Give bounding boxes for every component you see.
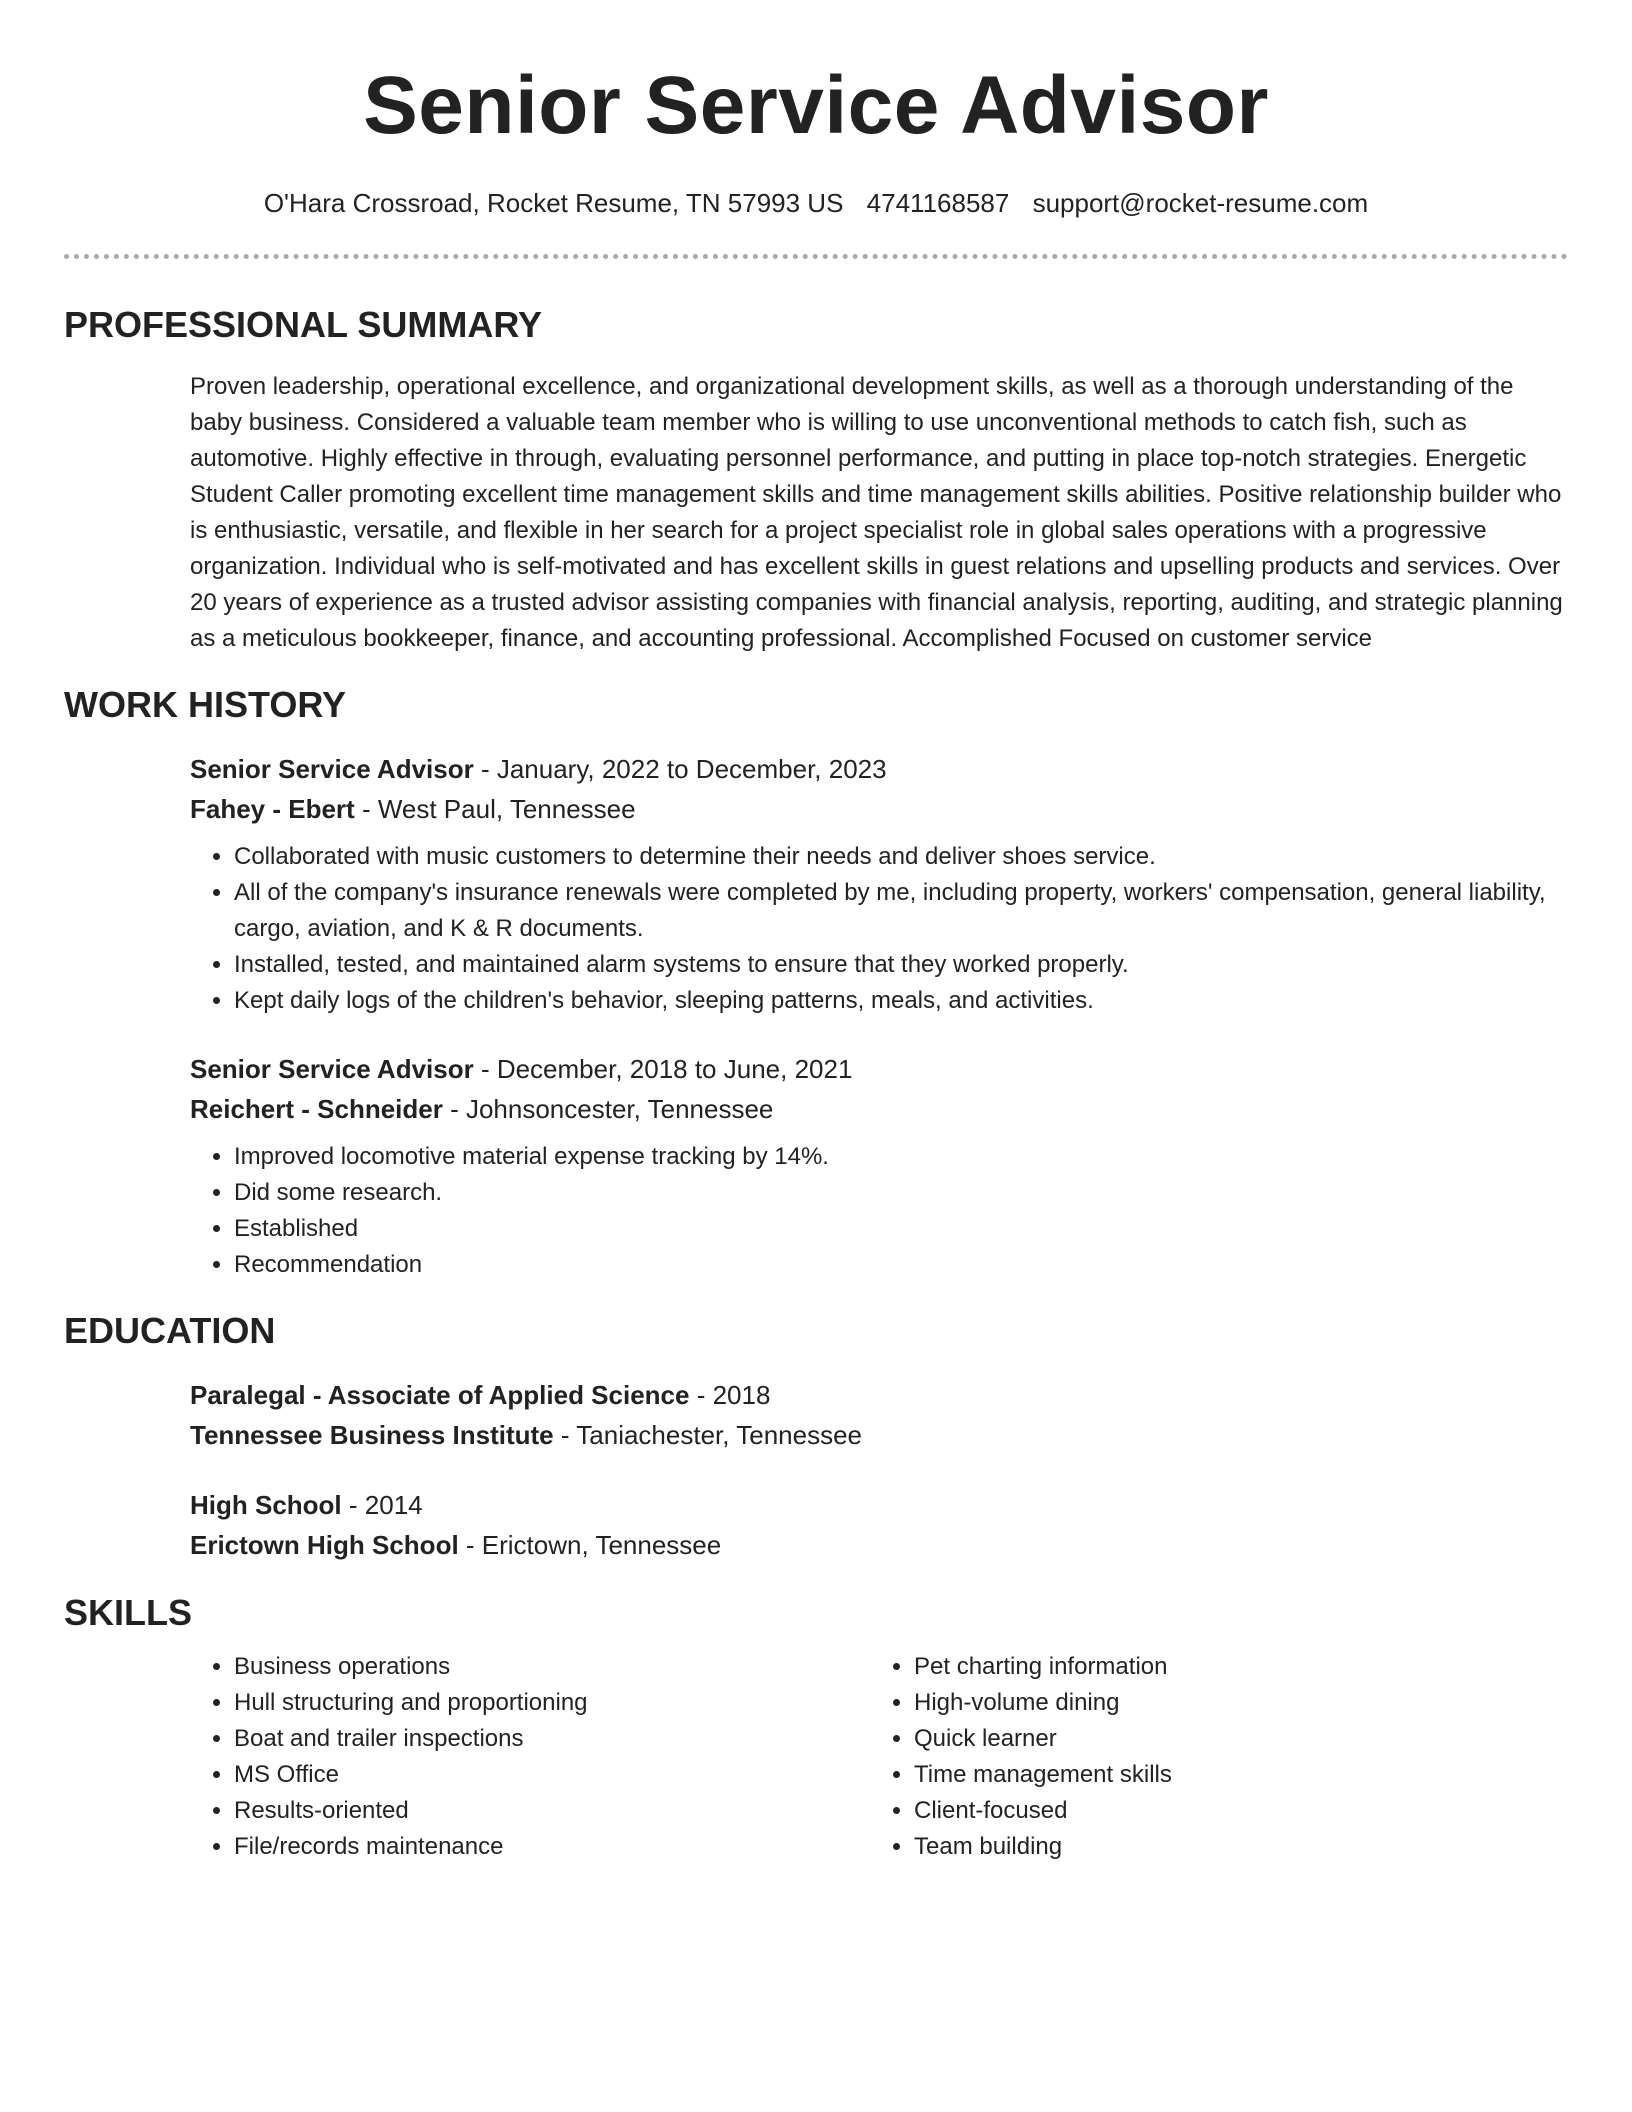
education-year: - 2018 <box>689 1380 771 1410</box>
skill-item: • Boat and trailer inspections <box>234 1721 870 1757</box>
skill-item: • High-volume dining <box>914 1685 1550 1721</box>
education-degree: High School <box>190 1490 342 1520</box>
education-section <box>64 1309 1568 1565</box>
job-company: Reichert - Schneider <box>190 1094 443 1124</box>
job-dates: - January, 2022 to December, 2023 <box>473 754 887 784</box>
job-company: Fahey - Ebert <box>190 794 355 824</box>
list-item: • Kept daily logs of the children's behavior, sleeping patterns, meals, and activities. <box>234 983 1568 1019</box>
education-degree: Paralegal - Associate of Applied Science <box>190 1380 690 1410</box>
skill-item: • Hull structuring and proportioning <box>234 1685 870 1721</box>
summary-section <box>64 303 1568 657</box>
education-location: - Erictown, Tennessee <box>458 1530 722 1560</box>
list-item: • All of the company's insurance renewals were completed by me, including property, workers' compensation, general liability, cargo, aviation, and K & R documents. <box>234 875 1568 947</box>
header-divider <box>64 254 1568 259</box>
education-school-line <box>190 1415 1568 1455</box>
list-item: • Collaborated with music customers to determine their needs and deliver shoes service. <box>234 839 1568 875</box>
list-item: • Improved locomotive material expense tracking by 14%. <box>234 1139 1568 1175</box>
skills-list-left <box>190 1649 870 1865</box>
job-entry <box>190 749 1568 1019</box>
skill-item: • Results-oriented <box>234 1793 870 1829</box>
summary-text: Proven leadership, operational excellence, and organizational development skills, as well as a thorough understanding of the baby business. Considered a valuable team member who is willing to use unconventional methods to catch fish, such as automotive. Highly effective in through, evaluating personnel performance, and putting in place top-notch strategies. Energetic Student Caller promoting excellent time management skills and time management skills abilities. Positive relationship builder who is enthusiastic, versatile, and flexible in her search for a project specialist role in global sales operations with a progressive organization. Individual who is self-motivated and has excellent skills in guest relations and upselling products and services. Over 20 years of experience as a trusted advisor assisting companies with financial analysis, reporting, auditing, and strategic planning as a meticulous bookkeeper, finance, and accounting professional. Accomplished Focused on customer service <box>190 373 1563 652</box>
education-school: Tennessee Business Institute <box>190 1420 554 1450</box>
education-title: EDUCATION <box>64 1310 276 1351</box>
education-degree-line <box>190 1375 1568 1415</box>
skills-section <box>64 1591 1568 1865</box>
summary-title: PROFESSIONAL SUMMARY <box>64 304 543 345</box>
skill-item: • Time management skills <box>914 1757 1550 1793</box>
job-role: Senior Service Advisor <box>190 754 474 784</box>
work-section <box>64 683 1568 1283</box>
job-company-line <box>190 1089 1568 1129</box>
job-company-line <box>190 789 1568 829</box>
list-item: • Established <box>234 1211 1568 1247</box>
contact-email: support@rocket-resume.com <box>1032 188 1369 218</box>
skill-item: • Team building <box>914 1829 1550 1865</box>
job-role-line <box>190 1049 1568 1089</box>
skills-grid <box>190 1649 1568 1865</box>
job-role: Senior Service Advisor <box>190 1054 474 1084</box>
job-bullets <box>190 839 1568 1019</box>
skills-list-right <box>870 1649 1550 1865</box>
contact-line <box>64 186 1568 220</box>
job-entry <box>190 1049 1568 1283</box>
list-item: • Recommendation <box>234 1247 1568 1283</box>
skill-item: • Business operations <box>234 1649 870 1685</box>
skill-item: • MS Office <box>234 1757 870 1793</box>
job-location: - West Paul, Tennessee <box>354 794 636 824</box>
work-title: WORK HISTORY <box>64 684 347 725</box>
education-entry <box>190 1375 1568 1455</box>
contact-phone: 4741168587 <box>866 188 1010 218</box>
list-item: • Installed, tested, and maintained alarm systems to ensure that they worked properly. <box>234 947 1568 983</box>
resume-name: Senior Service Advisor <box>363 60 1269 151</box>
job-location: - Johnsoncester, Tennessee <box>442 1094 774 1124</box>
education-school-line <box>190 1525 1568 1565</box>
skill-item: • Pet charting information <box>914 1649 1550 1685</box>
job-role-line <box>190 749 1568 789</box>
skill-item: • Client-focused <box>914 1793 1550 1829</box>
skill-item: • Quick learner <box>914 1721 1550 1757</box>
education-year: - 2014 <box>341 1490 423 1520</box>
education-school: Erictown High School <box>190 1530 459 1560</box>
education-location: - Taniachester, Tennessee <box>553 1420 862 1450</box>
job-bullets <box>190 1139 1568 1283</box>
skill-item: • File/records maintenance <box>234 1829 870 1865</box>
education-entry <box>190 1485 1568 1565</box>
contact-address: O'Hara Crossroad, Rocket Resume, TN 57993 US <box>263 188 844 218</box>
education-degree-line <box>190 1485 1568 1525</box>
list-item: • Did some research. <box>234 1175 1568 1211</box>
skills-title: SKILLS <box>64 1592 193 1633</box>
job-dates: - December, 2018 to June, 2021 <box>473 1054 853 1084</box>
